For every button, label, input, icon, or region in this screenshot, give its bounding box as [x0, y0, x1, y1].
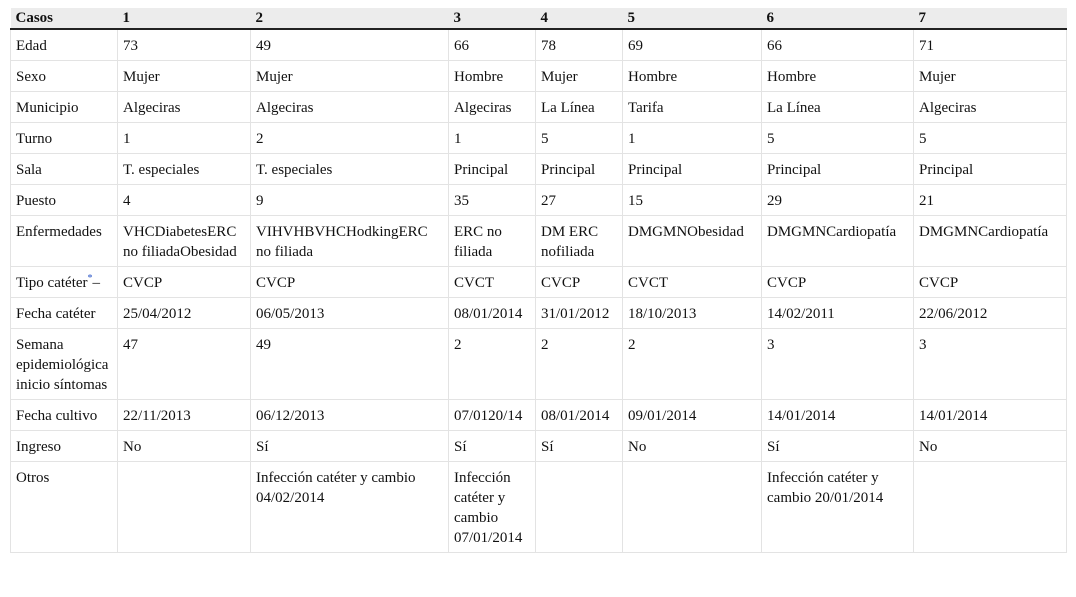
table-cell: Tarifa	[623, 92, 762, 123]
table-row	[11, 267, 1067, 298]
row-label: Sala	[16, 162, 42, 178]
row-label: Tipo catéter	[16, 275, 88, 291]
table-row	[11, 298, 1067, 329]
table-cell: 5	[914, 123, 1067, 154]
table-cell: VIHVHBVHCHodkingERC no filiada	[251, 216, 449, 267]
row-label: Fecha catéter	[16, 306, 96, 322]
table-cell: CVCP	[251, 267, 449, 298]
table-cell: Infección catéter y cambio 04/02/2014	[251, 462, 449, 553]
table-cell: T. especiales	[118, 154, 251, 185]
table-cell: 29	[762, 185, 914, 216]
cases-table	[10, 8, 1067, 553]
table-row	[11, 329, 1067, 400]
row-label-cell	[11, 298, 118, 329]
table-cell: 22/11/2013	[118, 400, 251, 431]
table-cell: 08/01/2014	[536, 400, 623, 431]
table-cell: CVCT	[623, 267, 762, 298]
table-cell: Hombre	[762, 61, 914, 92]
table-cell: DM ERC nofiliada	[536, 216, 623, 267]
table-cell: 2	[251, 123, 449, 154]
header-cell-case-5: 5	[623, 8, 762, 29]
table-cell: Sí	[449, 431, 536, 462]
table-cell: No	[914, 431, 1067, 462]
table-cell: Infección catéter y cambio 20/01/2014	[762, 462, 914, 553]
row-label-cell	[11, 462, 118, 553]
row-label-cell	[11, 216, 118, 267]
table-cell: CVCP	[536, 267, 623, 298]
table-cell: Principal	[449, 154, 536, 185]
table-cell: 14/02/2011	[762, 298, 914, 329]
table-cell: 49	[251, 329, 449, 400]
table-cell: Principal	[536, 154, 623, 185]
table-cell: Mujer	[251, 61, 449, 92]
table-cell: 3	[762, 329, 914, 400]
table-cell: 49	[251, 29, 449, 61]
table-cell: 06/05/2013	[251, 298, 449, 329]
row-label-cell	[11, 329, 118, 400]
table-cell: Principal	[914, 154, 1067, 185]
table-cell: 14/01/2014	[914, 400, 1067, 431]
row-label-cell	[11, 92, 118, 123]
table-cell: 07/0120/14	[449, 400, 536, 431]
table-cell: 25/04/2012	[118, 298, 251, 329]
table-cell: Algeciras	[914, 92, 1067, 123]
table-cell: 1	[118, 123, 251, 154]
table-cell: 14/01/2014	[762, 400, 914, 431]
table-cell: 3	[914, 329, 1067, 400]
header-cell-casos: Casos	[11, 8, 118, 29]
row-label-cell	[11, 185, 118, 216]
table-cell: Hombre	[449, 61, 536, 92]
table-cell: 2	[536, 329, 623, 400]
row-label-cell	[11, 400, 118, 431]
row-label: Fecha cultivo	[16, 408, 98, 424]
table-cell	[536, 462, 623, 553]
table-cell: ERC no filiada	[449, 216, 536, 267]
table-row	[11, 431, 1067, 462]
row-label: Semana epidemiológica inicio síntomas	[16, 337, 109, 393]
header-cell-case-4: 4	[536, 8, 623, 29]
table-cell: Mujer	[118, 61, 251, 92]
table-cell: 5	[536, 123, 623, 154]
table-cell: 1	[449, 123, 536, 154]
table-cell: Mujer	[914, 61, 1067, 92]
row-label-cell	[11, 29, 118, 61]
row-label: Sexo	[16, 69, 46, 85]
table-row	[11, 29, 1067, 61]
table-cell: 31/01/2012	[536, 298, 623, 329]
cases-table-container	[10, 8, 1066, 553]
table-cell: CVCP	[118, 267, 251, 298]
table-cell: Mujer	[536, 61, 623, 92]
table-cell: CVCP	[762, 267, 914, 298]
table-row	[11, 185, 1067, 216]
table-cell: Infección catéter y cambio 07/01/2014	[449, 462, 536, 553]
table-cell: 22/06/2012	[914, 298, 1067, 329]
table-cell: Algeciras	[449, 92, 536, 123]
table-cell: CVCT	[449, 267, 536, 298]
table-cell: Algeciras	[118, 92, 251, 123]
table-cell: 66	[762, 29, 914, 61]
row-label: Turno	[16, 131, 53, 147]
row-label: Enfermedades	[16, 224, 102, 240]
table-body	[11, 29, 1067, 553]
table-cell: DMGMNCardiopatía	[762, 216, 914, 267]
table-cell: La Línea	[762, 92, 914, 123]
footnote-link[interactable]: *	[87, 273, 93, 284]
table-cell: 73	[118, 29, 251, 61]
table-cell: Hombre	[623, 61, 762, 92]
table-cell: 35	[449, 185, 536, 216]
row-label-cell	[11, 267, 118, 298]
table-cell: 08/01/2014	[449, 298, 536, 329]
table-cell: 18/10/2013	[623, 298, 762, 329]
table-cell: 4	[118, 185, 251, 216]
table-cell: DMGMNCardiopatía	[914, 216, 1067, 267]
header-cell-case-7: 7	[914, 8, 1067, 29]
table-row	[11, 123, 1067, 154]
table-cell: 1	[623, 123, 762, 154]
table-cell: 71	[914, 29, 1067, 61]
table-cell: 27	[536, 185, 623, 216]
table-cell: 15	[623, 185, 762, 216]
table-cell: DMGMNObesidad	[623, 216, 762, 267]
table-row	[11, 216, 1067, 267]
table-cell: Algeciras	[251, 92, 449, 123]
table-cell: 78	[536, 29, 623, 61]
table-cell: 66	[449, 29, 536, 61]
table-cell	[914, 462, 1067, 553]
table-cell: Sí	[536, 431, 623, 462]
table-cell: 5	[762, 123, 914, 154]
table-cell: 2	[449, 329, 536, 400]
header-cell-case-1: 1	[118, 8, 251, 29]
header-cell-case-3: 3	[449, 8, 536, 29]
row-label: Otros	[16, 470, 50, 486]
table-cell: VHCDiabetesERC no filiadaObesidad	[118, 216, 251, 267]
table-cell: 2	[623, 329, 762, 400]
row-label-cell	[11, 61, 118, 92]
table-cell: 69	[623, 29, 762, 61]
table-cell: 21	[914, 185, 1067, 216]
table-cell: Sí	[251, 431, 449, 462]
label-suffix: –	[92, 275, 101, 291]
row-label: Municipio	[16, 100, 79, 116]
table-cell: La Línea	[536, 92, 623, 123]
table-row	[11, 92, 1067, 123]
table-cell: 06/12/2013	[251, 400, 449, 431]
header-cell-case-6: 6	[762, 8, 914, 29]
table-row	[11, 400, 1067, 431]
table-cell: 09/01/2014	[623, 400, 762, 431]
row-label-cell	[11, 154, 118, 185]
table-cell: No	[118, 431, 251, 462]
table-cell	[118, 462, 251, 553]
row-label-cell	[11, 123, 118, 154]
table-cell: 9	[251, 185, 449, 216]
table-cell: T. especiales	[251, 154, 449, 185]
table-row	[11, 462, 1067, 553]
header-row	[11, 8, 1067, 29]
table-cell: No	[623, 431, 762, 462]
row-label: Edad	[16, 38, 47, 54]
row-label: Puesto	[16, 193, 57, 209]
table-cell: Sí	[762, 431, 914, 462]
table-row	[11, 61, 1067, 92]
table-cell: 47	[118, 329, 251, 400]
row-label-cell	[11, 431, 118, 462]
table-row	[11, 154, 1067, 185]
table-cell: CVCP	[914, 267, 1067, 298]
table-cell: Principal	[762, 154, 914, 185]
row-label: Ingreso	[16, 439, 61, 455]
table-cell	[623, 462, 762, 553]
table-cell: Principal	[623, 154, 762, 185]
header-cell-case-2: 2	[251, 8, 449, 29]
